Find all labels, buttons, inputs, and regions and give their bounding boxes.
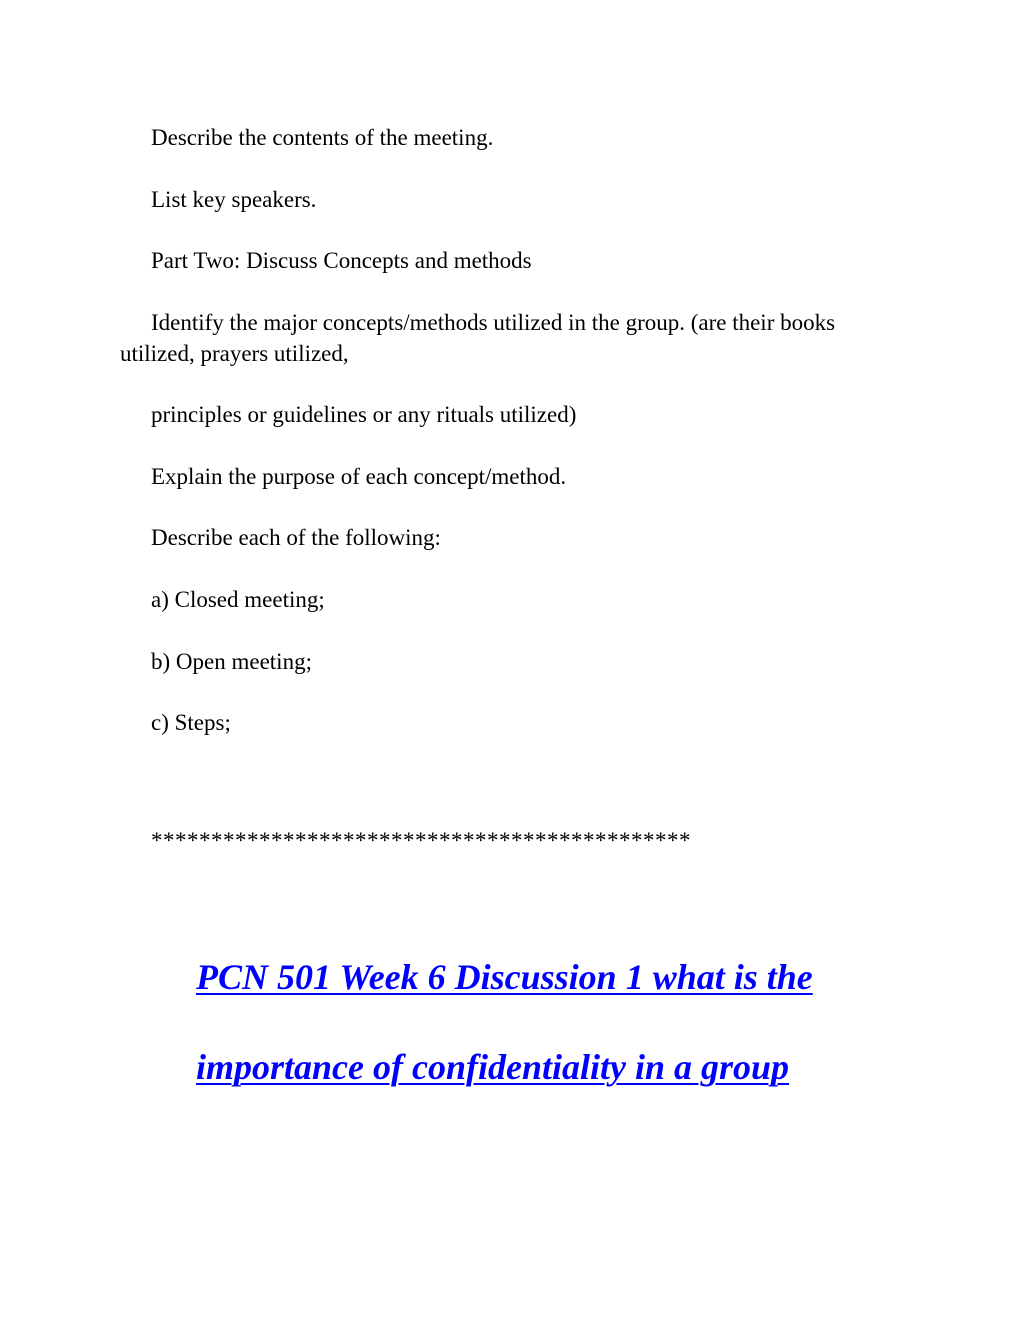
text-line: Describe each of the following: bbox=[151, 525, 441, 550]
list-item: b) Open meeting; bbox=[151, 649, 312, 674]
list-item: c) Steps; bbox=[151, 710, 231, 735]
section-heading: Part Two: Discuss Concepts and methods bbox=[151, 248, 532, 273]
separator-asterisks: ********************************************* bbox=[151, 828, 691, 853]
text-line: List key speakers. bbox=[151, 187, 317, 212]
text-paragraph: Identify the major concepts/methods utilized in the group. (are their books utilized, prayers utilized, bbox=[120, 310, 836, 366]
course-link-line-1[interactable]: PCN 501 Week 6 Discussion 1 what is the bbox=[196, 957, 813, 997]
text-line: principles or guidelines or any rituals utilized) bbox=[151, 402, 577, 427]
text-line: Describe the contents of the meeting. bbox=[151, 125, 494, 150]
text-line: Explain the purpose of each concept/method. bbox=[151, 464, 567, 489]
list-item: a) Closed meeting; bbox=[151, 587, 325, 612]
course-link-line-2[interactable]: importance of confidentiality in a group bbox=[196, 1047, 790, 1087]
